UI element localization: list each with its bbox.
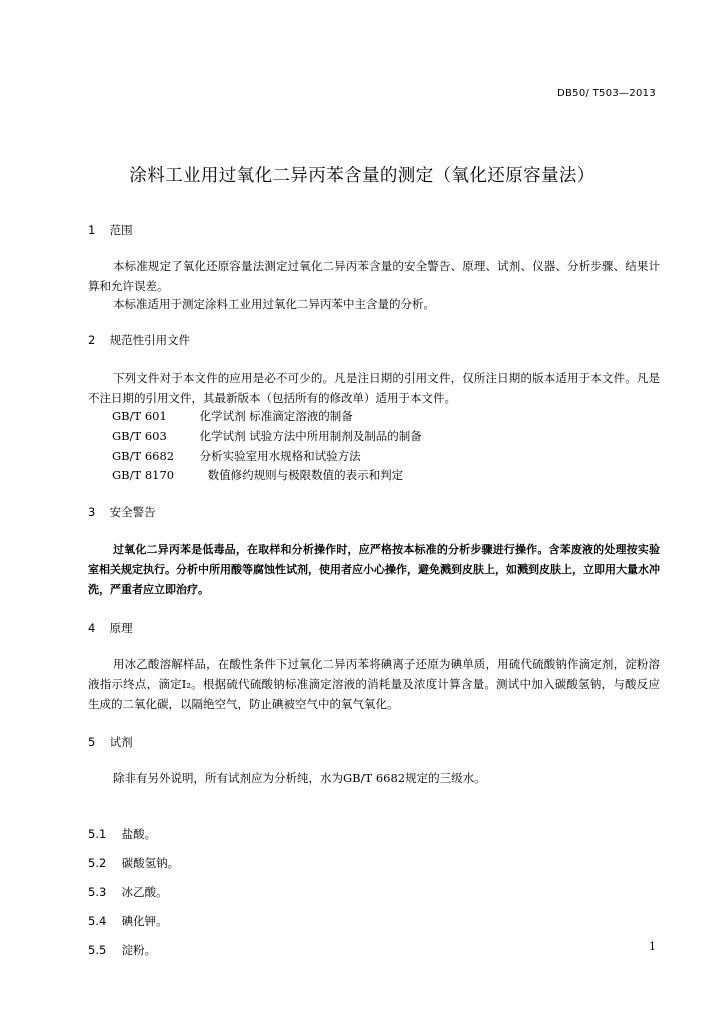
section-heading-references [88,332,190,348]
section-title: 原理 [109,621,133,635]
section-heading-safety-warning [88,504,156,520]
item-text: 淀粉。 [121,943,157,957]
item-number: 5.3 [88,885,107,899]
reagent-item [88,855,179,871]
scope-paragraph-2: 本标准适用于测定涂料工业用过氧化二异丙苯中主含量的分析。 [113,297,435,311]
section-title: 规范性引用文件 [109,333,191,347]
item-text: 碳酸氢钠。 [121,856,180,870]
reference-code: GB/T 6682 [112,449,175,463]
safety-warning-paragraph: 过氧化二异丙苯是低毒品，在取样和分析操作时，应严格按本标准的分析步骤进行操作。含苯废液的处理按实验室相关规定执行。分析中所用酸等腐蚀性试剂，使用者应小心操作，避免溅到皮肤上，如溅到皮肤上，立即用大量水冲洗，严重者应立即治疗。 [88,543,660,596]
references-paragraph: 下列文件对于本文件的应用是必不可少的。凡是注日期的引用文件，仅所注日期的版本适用于本文件。凡是不注日期的引用文件，其最新版本（包括所有的修改单）适用于本文件。 [88,371,660,405]
item-number: 5.2 [88,856,107,870]
reference-entry [112,428,422,444]
reference-entry [112,448,361,464]
reagent-item [88,913,168,929]
reference-title: 化学试剂 标准滴定溶液的制备 [199,409,353,423]
section-heading-principle [88,620,133,636]
page-number: 1 [649,940,656,953]
section-number: 1 [88,223,96,237]
reagent-item [88,884,168,900]
section-number: 4 [88,621,96,635]
section-heading-scope [88,222,133,238]
scope-paragraph-1: 本标准规定了氧化还原容量法测定过氧化二异丙苯含量的安全警告、原理、试剂、仪器、分析步骤、结果计算和允许误差。 [88,259,660,293]
reference-title: 分析实验室用水规格和试验方法 [199,449,361,463]
section-title: 范围 [109,223,133,237]
section-heading-reagents [88,734,133,750]
item-text: 碘化钾。 [121,914,168,928]
reagent-item [88,826,156,842]
reference-entry [112,467,403,483]
item-number: 5.5 [88,943,107,957]
reagent-item [88,942,156,958]
reference-title: 化学试剂 试验方法中所用制剂及制品的制备 [199,429,422,443]
standard-code: DB50/ T503—2013 [557,88,656,99]
reference-title: 数值修约规则与极限数值的表示和判定 [207,468,404,482]
section-number: 2 [88,333,96,347]
section-title: 试剂 [109,735,133,749]
item-number: 5.4 [88,914,107,928]
item-text: 盐酸。 [121,827,157,841]
section-number: 3 [88,505,96,519]
document-title: 涂料工业用过氧化二异丙苯含量的测定（氧化还原容量法） [129,166,595,186]
section-number: 5 [88,735,96,749]
principle-paragraph: 用冰乙酸溶解样品，在酸性条件下过氧化二异丙苯将碘离子还原为碘单质，用硫代硫酸钠作滴定剂，淀粉溶液指示终点，滴定I₂。根据硫代硫酸钠标准滴定溶液的消耗量及浓度计算含量。测试中加入碳酸氢钠，与酸反应生成的二氧化碳，以隔绝空气，防止碘被空气中的氧气氧化。 [88,657,660,711]
reference-code: GB/T 8170 [112,468,175,482]
reference-code: GB/T 601 [112,409,167,423]
reference-code: GB/T 603 [112,429,167,443]
section-title: 安全警告 [109,505,156,519]
reagents-paragraph: 除非有另外说明，所有试剂应为分析纯，水为GB/T 6682规定的三级水。 [113,771,486,785]
item-number: 5.1 [88,827,107,841]
item-text: 冰乙酸。 [121,885,168,899]
reference-entry [112,408,353,424]
